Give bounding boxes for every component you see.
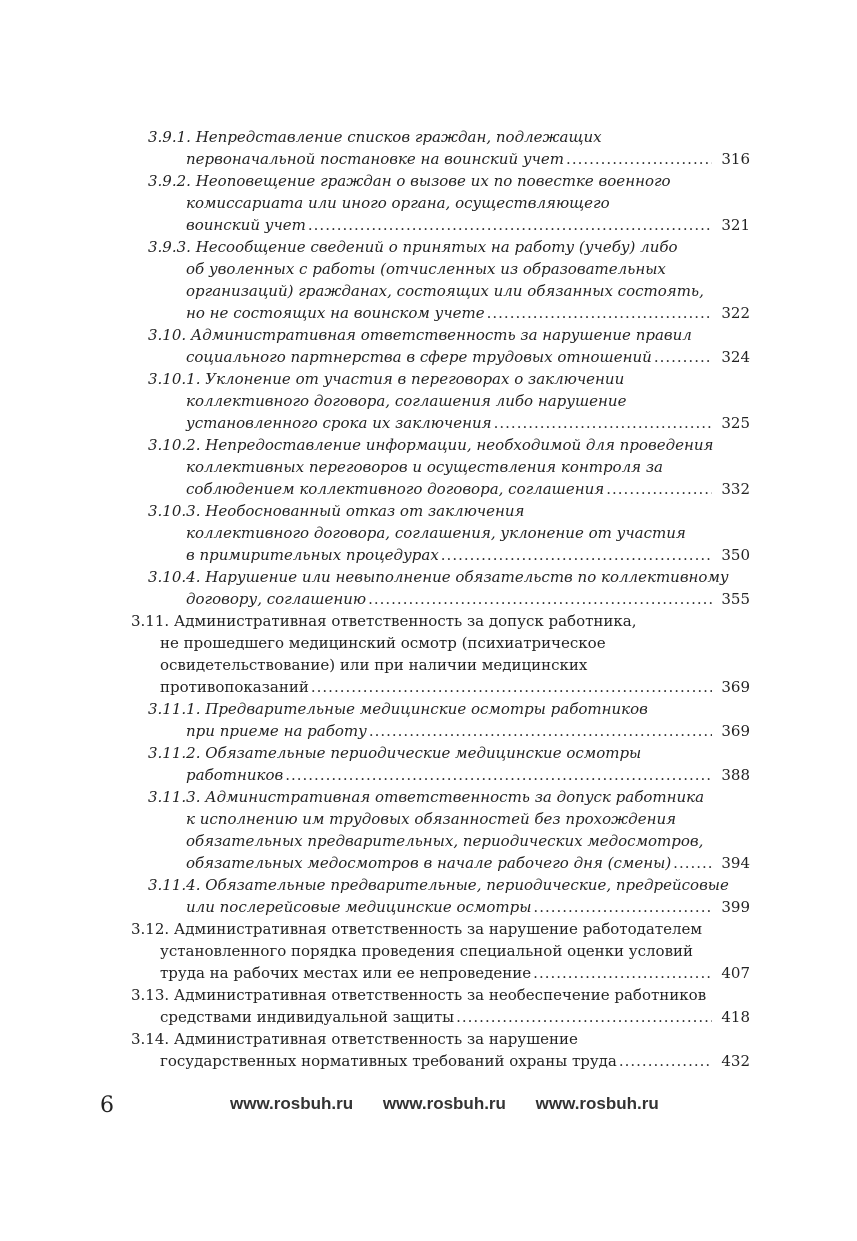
toc-entry-text: 3.11.1. Предварительные медицинские осмотры работников: [148, 700, 648, 718]
toc-entry-text: социального партнерства в сфере трудовых отношений: [186, 348, 652, 366]
toc-entry[interactable]: [148, 170, 750, 236]
toc-page-number: 350: [721, 546, 750, 564]
dot-leader: [494, 412, 712, 434]
toc-entry-text: 3.14. Административная ответственность за нарушение: [131, 1030, 578, 1048]
toc-entry[interactable]: [148, 368, 750, 434]
toc-entry[interactable]: [148, 500, 750, 566]
toc-entry-text: к исполнению им трудовых обязанностей без прохождения: [186, 810, 677, 828]
toc-entry[interactable]: [148, 786, 750, 874]
dot-leader: [619, 1050, 712, 1072]
toc-entry-text: 3.13. Административная ответственность за необеспечение работников: [131, 986, 707, 1004]
toc-page-number: 399: [721, 898, 750, 916]
toc-entry-text: 3.9.1. Непредставление списков граждан, подлежащих: [148, 128, 602, 146]
toc-entry-text: работников: [186, 766, 284, 784]
dot-leader: [368, 588, 712, 610]
toc-entry-text: не прошедшего медицинский осмотр (психиатрическое: [160, 634, 606, 652]
toc-entry-text: установленного порядка проведения специальной оценки условий: [160, 942, 694, 960]
toc-entry[interactable]: [148, 874, 750, 918]
toc-entry-text: 3.11. Административная ответственность за допуск работника,: [131, 612, 637, 630]
toc-entry[interactable]: [131, 984, 750, 1028]
toc-entry[interactable]: [131, 918, 750, 984]
footer-link[interactable]: www.rosbuh.ru: [230, 1094, 354, 1113]
toc-entry-text: государственных нормативных требований охраны труда: [160, 1052, 617, 1070]
toc-page-number: 332: [721, 480, 750, 498]
toc-page-number: 369: [721, 722, 750, 740]
dot-leader: [606, 478, 712, 500]
toc-page-number: 388: [721, 766, 750, 784]
toc-entry-text: коллективных переговоров и осуществления контроля за: [186, 458, 663, 476]
toc-entry-text: но не состоящих на воинском учете: [186, 304, 485, 322]
toc-entry-text: 3.10. Административная ответственность за нарушение правил: [148, 326, 692, 344]
toc-entry-text: 3.10.1. Уклонение от участия в переговорах о заключении: [148, 370, 625, 388]
toc-entry-text: договору, соглашению: [186, 590, 367, 608]
toc-entry-text: 3.9.2. Неоповещение граждан о вызове их по повестке военного: [148, 172, 671, 190]
dot-leader: [369, 720, 712, 742]
toc-entry[interactable]: [131, 1028, 750, 1072]
toc-entry-text: комиссариата или иного органа, осуществляющего: [186, 194, 610, 212]
toc-entry-text: 3.10.3. Необоснованный отказ от заключения: [148, 502, 525, 520]
toc-entry[interactable]: [131, 610, 750, 698]
toc-entry-text: противопоказаний: [160, 678, 309, 696]
dot-leader: [285, 764, 712, 786]
toc-page-number: 355: [721, 590, 750, 608]
toc-entry-text: 3.10.4. Нарушение или невыполнение обязательств по коллективному: [148, 568, 729, 586]
dot-leader: [308, 214, 712, 236]
dot-leader: [533, 962, 712, 984]
dot-leader: [533, 896, 712, 918]
toc-page-number: 407: [721, 964, 750, 982]
toc-entry-text: коллективного договора, соглашения, уклонение от участия: [186, 524, 686, 542]
footer-link[interactable]: www.rosbuh.ru: [382, 1094, 506, 1113]
toc-entry[interactable]: [148, 698, 750, 742]
toc-entry[interactable]: [148, 742, 750, 786]
footer-link[interactable]: www.rosbuh.ru: [535, 1094, 659, 1113]
toc-page-number: 432: [721, 1052, 750, 1070]
toc-entry[interactable]: [148, 236, 750, 324]
toc-entry-text: средствами индивидуальной защиты: [160, 1008, 455, 1026]
toc-entry-text: или послерейсовые медицинские осмотры: [186, 898, 532, 916]
toc-entry[interactable]: [148, 434, 750, 500]
toc-entry-text: обязательных предварительных, периодических медосмотров,: [186, 832, 704, 850]
toc-entry-text: об уволенных с работы (отчисленных из образовательных: [186, 260, 666, 278]
toc-page-number: 325: [721, 414, 750, 432]
toc-entry-text: соблюдением коллективного договора, соглашения: [186, 480, 605, 498]
toc-entry-text: в примирительных процедурах: [186, 546, 439, 564]
toc-entry-text: 3.9.3. Несообщение сведений о принятых на работу (учебу) либо: [148, 238, 678, 256]
toc-entry-text: коллективного договора, соглашения либо нарушение: [186, 392, 627, 410]
dot-leader: [311, 676, 712, 698]
toc-entry-text: 3.12. Административная ответственность за нарушение работодателем: [131, 920, 703, 938]
toc-entry-text: установленного срока их заключения: [186, 414, 492, 432]
dot-leader: [654, 346, 712, 368]
toc-entry-text: первоначальной постановке на воинский учет: [186, 150, 565, 168]
table-of-contents: [0, 126, 857, 1072]
toc-entry[interactable]: [148, 126, 750, 170]
toc-entry-text: 3.11.4. Обязательные предварительные, периодические, предрейсовые: [148, 876, 729, 894]
toc-entry[interactable]: [148, 324, 750, 368]
toc-entry-text: труда на рабочих местах или ее непроведение: [160, 964, 532, 982]
toc-page-number: 418: [721, 1008, 750, 1026]
toc-page-number: 321: [721, 216, 750, 234]
toc-entry-text: 3.11.2. Обязательные периодические медицинские осмотры: [148, 744, 642, 762]
dot-leader: [566, 148, 712, 170]
footer-links: [230, 1094, 684, 1114]
toc-entry[interactable]: [148, 566, 750, 610]
dot-leader: [441, 544, 712, 566]
toc-page-number: 316: [721, 150, 750, 168]
toc-page-number: 324: [721, 348, 750, 366]
toc-entry-text: 3.11.3. Административная ответственность за допуск работника: [148, 788, 705, 806]
toc-entry-text: воинский учет: [186, 216, 306, 234]
toc-entry-text: при приеме на работу: [186, 722, 367, 740]
toc-entry-text: обязательных медосмотров в начале рабочего дня (смены): [186, 854, 672, 872]
dot-leader: [487, 302, 712, 324]
toc-page-number: 369: [721, 678, 750, 696]
toc-page-number: 394: [721, 854, 750, 872]
toc-entry-text: 3.10.2. Непредоставление информации, необходимой для проведения: [148, 436, 714, 454]
page-number: 6: [100, 1093, 114, 1118]
dot-leader: [673, 852, 712, 874]
toc-entry-text: освидетельствование) или при наличии медицинских: [160, 656, 588, 674]
dot-leader: [456, 1006, 712, 1028]
toc-page-number: 322: [721, 304, 750, 322]
toc-entry-text: организаций) гражданах, состоящих или обязанных состоять,: [186, 282, 704, 300]
